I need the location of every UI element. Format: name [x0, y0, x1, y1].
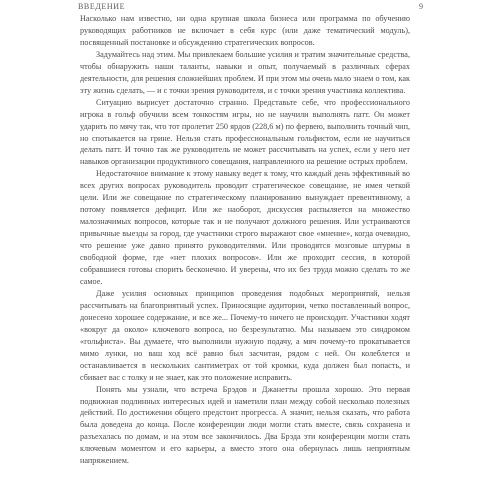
- paragraph: Недостаточное внимание к этому навыку ведет к тому, что каждый день эффективный во всех других вопросах руководитель проводит стратегическое совещание, не имея четкой цели. Или же совещание по стратегическому планированию вынуждает превентивному, а потому появляется дефицит. Или же наоборот, дискуссия распыляется на множество малозначимых вопросов, которые так и не получают должного решения. Или устраиваются привычные выезды за город, где участники строго выражают свое «мнение», когда очевидно, что решение уже давно принято руководителями. Или проводятся мозговые штурмы в свободной форме, где «нет плохих вопросов». Или же проходит сессия, в которой собравшиеся готовы спорить бесконечно. И уверены, что их без труда можно сделать то же самое.: [80, 169, 410, 286]
- page-number: 9: [419, 2, 423, 11]
- paragraph: Ситуацию вырисует достаточно странно. Представьте себе, что профессионального игрока в гольф обучили всем тонкостям игры, но не научили выполнять патт. Он может ударить по мячу так, что тот пролетит 250 ярдов (228,6 м) по фервею, выполнить точный чип, но спотыкается на грине. Нельзя стать профессиональным гольфистом, если не научиться делать патт. И точно так же руководитель не может рассчитывать на успех, если у него нет навыков организации продуктивного совещания, направленного на решение острых проблем.: [80, 97, 410, 167]
- paragraph: Понять мы узнали, что встреча Брэдов и Джанетты прошла хорошо. Это первая подвижная подлинных интересных идей и наметили план между собой несколько полезных действий. По достижении общего предстоит прогресса. А значит, нельзя сказать, что работа была доведена до конца. После конференции люди могли стать вместе, связь сохранена и разъехалась по домам, и на этом все закончилось. Два Брэда эти конференции могли стать ключевым моментом и его карьеры, а вместо этого она обернулась лишь неприятным напряжением.: [80, 384, 410, 466]
- running-header: ВВЕДЕНИЕ: [78, 2, 126, 11]
- paragraph: Задумайтесь над этим. Мы привлекаем большие усилия и тратим значительные средства, чтобы обнаружить наши таланты, навыки и опыт, получаемый в различных сферах деятельности, для решения сложнейших проблем. И при этом мы очень мало знаем о том, как эту жизнь сделать, — и с точки зрения руководителя, и с точки зрения участника коллектива.: [80, 49, 410, 95]
- body-text: [80, 13, 410, 467]
- paragraph: Насколько нам известно, ни одна крупная школа бизнеса или программа по обучению руководящих работников не включает в себя курс (или даже тематический модуль), посвященный постановке и обсуждению стратегических вопросов.: [80, 14, 410, 47]
- paragraph: Даже усилия основных принципов проведения подобных мероприятий, нельзя рассчитывать на благоприятный успех. Приносящие аудитории, четко поставленный вопрос, донесено хорошее содержание, и все же... Почему-то ничего не происходит. Участники ходят «вокруг да около» ключевого вопроса, но безрезультатно. Мы называем это синдромом «гольфиста». Вы думаете, что выполнили нужную подачу, а мяч почему-то прокатывается мимо лунки, но ваш ход всё равно был засчитан, рядом с ней. Он колеблется и останавливается в нескольких сантиметрах от той кромки, куда должен был попасть, и сбивает вас с толку и не знает, как это положение исправить.: [80, 288, 410, 382]
